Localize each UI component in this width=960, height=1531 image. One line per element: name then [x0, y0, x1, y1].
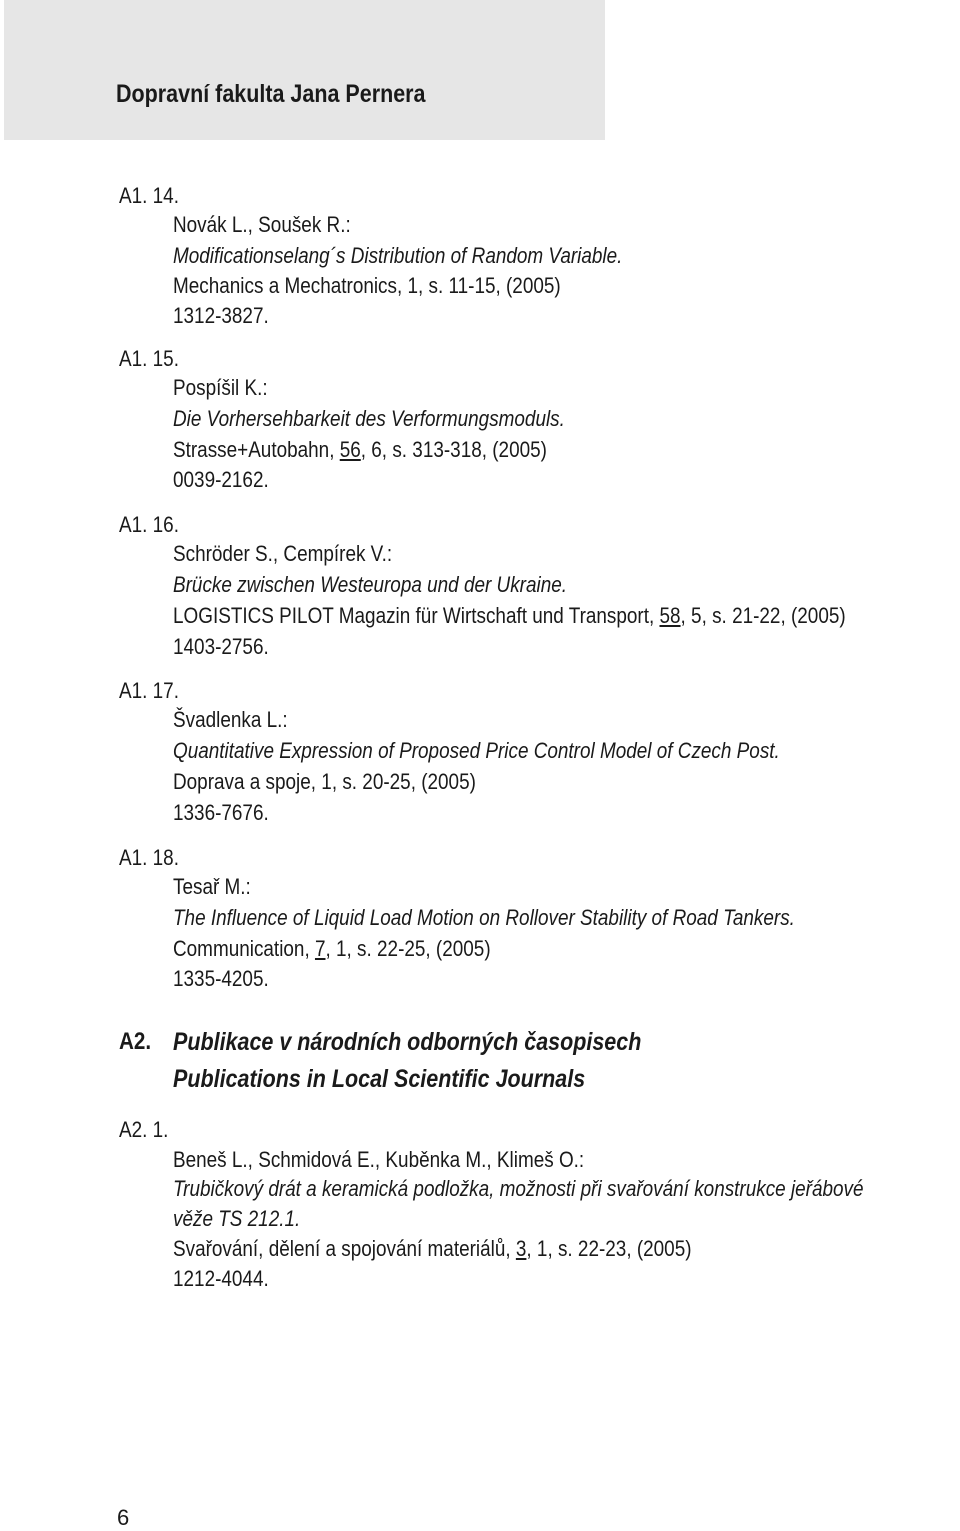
- entry-source: Svařování, dělení a spojování materiálů, 3, 1, s. 22-23, (2005): [173, 1236, 692, 1261]
- entry-issn: 0039-2162.: [173, 467, 269, 492]
- entry-authors: Tesař M.:: [173, 874, 251, 899]
- entry-issn: 1403-2756.: [173, 634, 269, 659]
- volume-number: 56: [339, 437, 361, 462]
- volume-number: 58: [659, 603, 681, 628]
- entry-number: A1. 14.: [119, 183, 179, 208]
- entry-source: Strasse+Autobahn, 56, 6, s. 313-318, (2005): [173, 437, 547, 462]
- entry-title: Quantitative Expression of Proposed Price Control Model of Czech Post.: [173, 738, 780, 763]
- entry-title: Brücke zwischen Westeuropa und der Ukraine.: [173, 572, 568, 597]
- entry-title: Modificationselang´s Distribution of Random Variable.: [173, 243, 623, 268]
- entry-title: Trubičkový drát a keramická podložka, možnosti při svařování konstrukce jeřábové: [173, 1176, 864, 1201]
- page-number: 6: [117, 1505, 130, 1530]
- entry-source: LOGISTICS PILOT Magazin für Wirtschaft und Transport, 58, 5, s. 21-22, (2005): [173, 603, 846, 628]
- entry-authors: Novák L., Soušek R.:: [173, 212, 351, 237]
- entry-title: The Influence of Liquid Load Motion on Rollover Stability of Road Tankers.: [173, 905, 795, 930]
- entry-authors: Schröder S., Cempírek V.:: [173, 541, 393, 566]
- entry-source: Mechanics a Mechatronics, 1, s. 11-15, (2005): [173, 273, 561, 298]
- entry-source: Communication, 7, 1, s. 22-25, (2005): [173, 936, 491, 961]
- entry-issn: 1312-3827.: [173, 303, 269, 328]
- entry-number: A2. 1.: [119, 1117, 169, 1142]
- entry-number: A1. 16.: [119, 512, 179, 537]
- volume-number: 7: [314, 936, 326, 961]
- volume-number: 3: [515, 1236, 527, 1261]
- section-title-cz: Publikace v národních odborných časopisech: [173, 1028, 642, 1056]
- entry-title-continued: věže TS 212.1.: [173, 1206, 301, 1231]
- entry-number: A1. 15.: [119, 346, 179, 371]
- header-band: [4, 0, 605, 140]
- entry-number: A1. 17.: [119, 678, 179, 703]
- entry-authors: Beneš L., Schmidová E., Kuběnka M., Klimeš O.:: [173, 1147, 585, 1172]
- entry-source: Doprava a spoje, 1, s. 20-25, (2005): [173, 769, 476, 794]
- entry-issn: 1336-7676.: [173, 800, 269, 825]
- entry-title: Die Vorhersehbarkeit des Verformungsmoduls.: [173, 406, 565, 431]
- section-number: A2.: [119, 1028, 152, 1055]
- page-header-title: Dopravní fakulta Jana Pernera: [116, 80, 426, 108]
- entry-authors: Švadlenka L.:: [173, 707, 288, 732]
- section-title-en: Publications in Local Scientific Journals: [173, 1065, 586, 1093]
- entry-issn: 1335-4205.: [173, 966, 269, 991]
- entry-issn: 1212-4044.: [173, 1266, 269, 1291]
- entry-number: A1. 18.: [119, 845, 179, 870]
- entry-authors: Pospíšil K.:: [173, 375, 268, 400]
